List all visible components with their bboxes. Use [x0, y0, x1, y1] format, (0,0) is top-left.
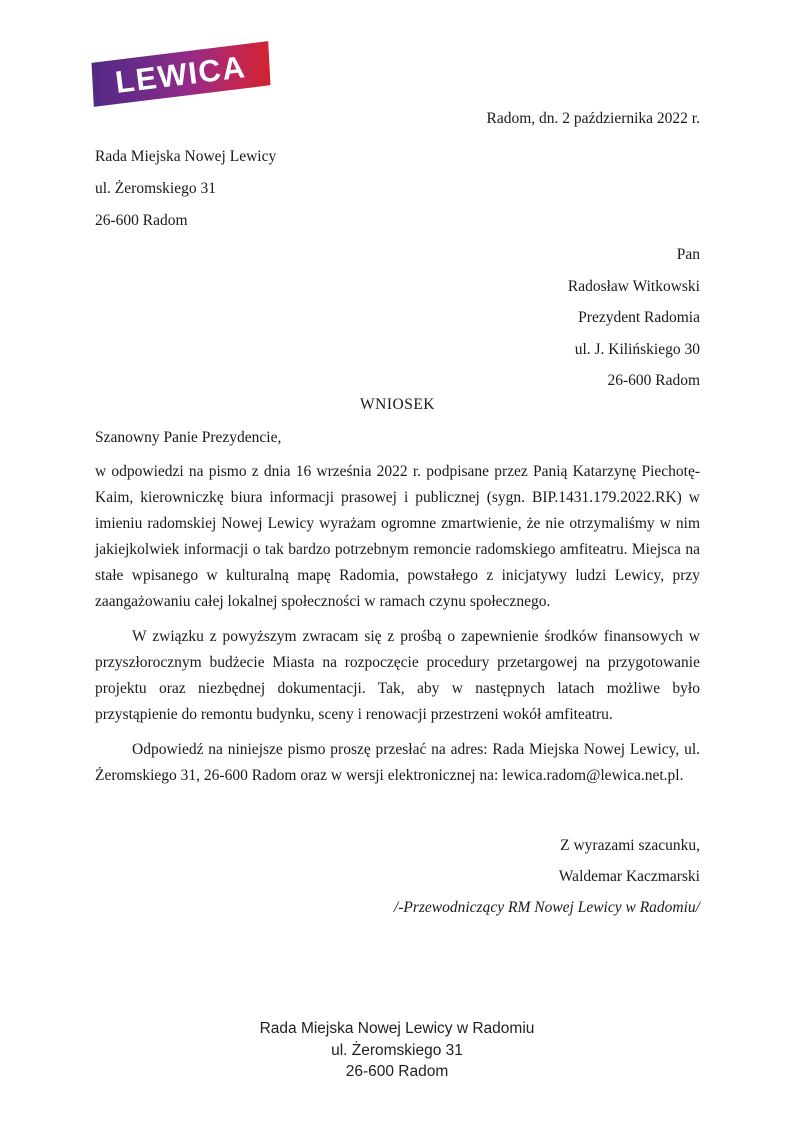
body-paragraph: Odpowiedź na niniejsze pismo proszę przesłać na adres: Rada Miejska Nowej Lewicy, ul. Żeromskiego 31, 26-600 Radom oraz w wersji elektronicznej na: lewica.radom@lewica.net.pl.: [95, 741, 700, 784]
signer-name: Waldemar Kaczmarski: [558, 868, 700, 885]
recipient-line: Radosław Witkowski: [567, 277, 700, 295]
document-title: WNIOSEK: [360, 396, 435, 413]
body-paragraph: w odpowiedzi na pismo z dnia 16 września 2022 r. podpisane przez Panią Katarzynę Piechotę-Kaim, kierowniczkę biura informacji prasowej i publicznej (sygn. BIP.1431.179.2022.RK) w imieniu radomskiej Nowej Lewicy wyrażam ogromne zmartwienie, że nie otrzymaliśmy w nim jakiejkolwiek informacji o tak bardzo potrzebnym remoncie radomskiego amfiteatru. Miejsca na stałe wpisanego w kulturalną mapę Radomia, powstałego z inicjatywy ludzi Lewicy, przy zaangażowaniu całej lokalnej społeczności w ramach czynu społecznego.: [95, 463, 700, 610]
letter-body: [95, 459, 700, 789]
sender-line: Rada Miejska Nowej Lewicy: [95, 148, 277, 165]
recipient-line: Prezydent Radomia: [578, 309, 700, 326]
footer-line: ul. Żeromskiego 31: [331, 1041, 463, 1059]
dateline: Radom, dn. 2 października 2022 r.: [486, 110, 700, 127]
lewica-logo: [92, 48, 274, 108]
footer-address-block: [0, 1018, 794, 1083]
footer-line: 26-600 Radom: [345, 1063, 449, 1080]
signer-title: /-Przewodniczący RM Nowej Lewicy w Radomiu/: [393, 899, 700, 916]
footer-line: Rada Miejska Nowej Lewicy w Radomiu: [259, 1020, 535, 1037]
lewica-logo-text: LEWICA: [113, 48, 249, 100]
closing-phrase: Z wyrazami szacunku,: [560, 837, 700, 854]
recipient-address-block: [95, 239, 700, 397]
recipient-line: 26-600 Radom: [607, 372, 700, 389]
sender-line: 26-600 Radom: [95, 212, 188, 229]
lewica-logo-banner: [92, 41, 271, 107]
salutation: Szanowny Panie Prezydencie,: [95, 429, 282, 446]
recipient-line: Pan: [676, 246, 700, 263]
sender-line: ul. Żeromskiego 31: [95, 180, 216, 197]
closing-signature-block: [95, 830, 700, 923]
recipient-line: ul. J. Kilińskiego 30: [574, 340, 700, 358]
sender-address-block: [95, 141, 276, 237]
body-paragraph: W związku z powyższym zwracam się z prośbą o zapewnienie środków finansowych w przyszłorocznym budżecie Miasta na rozpoczęcie procedury przetargowej na przygotowanie projektu oraz niezbędnej dokumentacji. Tak, aby w następnych latach możliwe było przystąpienie do remontu budynku, sceny i renowacji przestrzeni wokół amfiteatru.: [95, 628, 700, 723]
